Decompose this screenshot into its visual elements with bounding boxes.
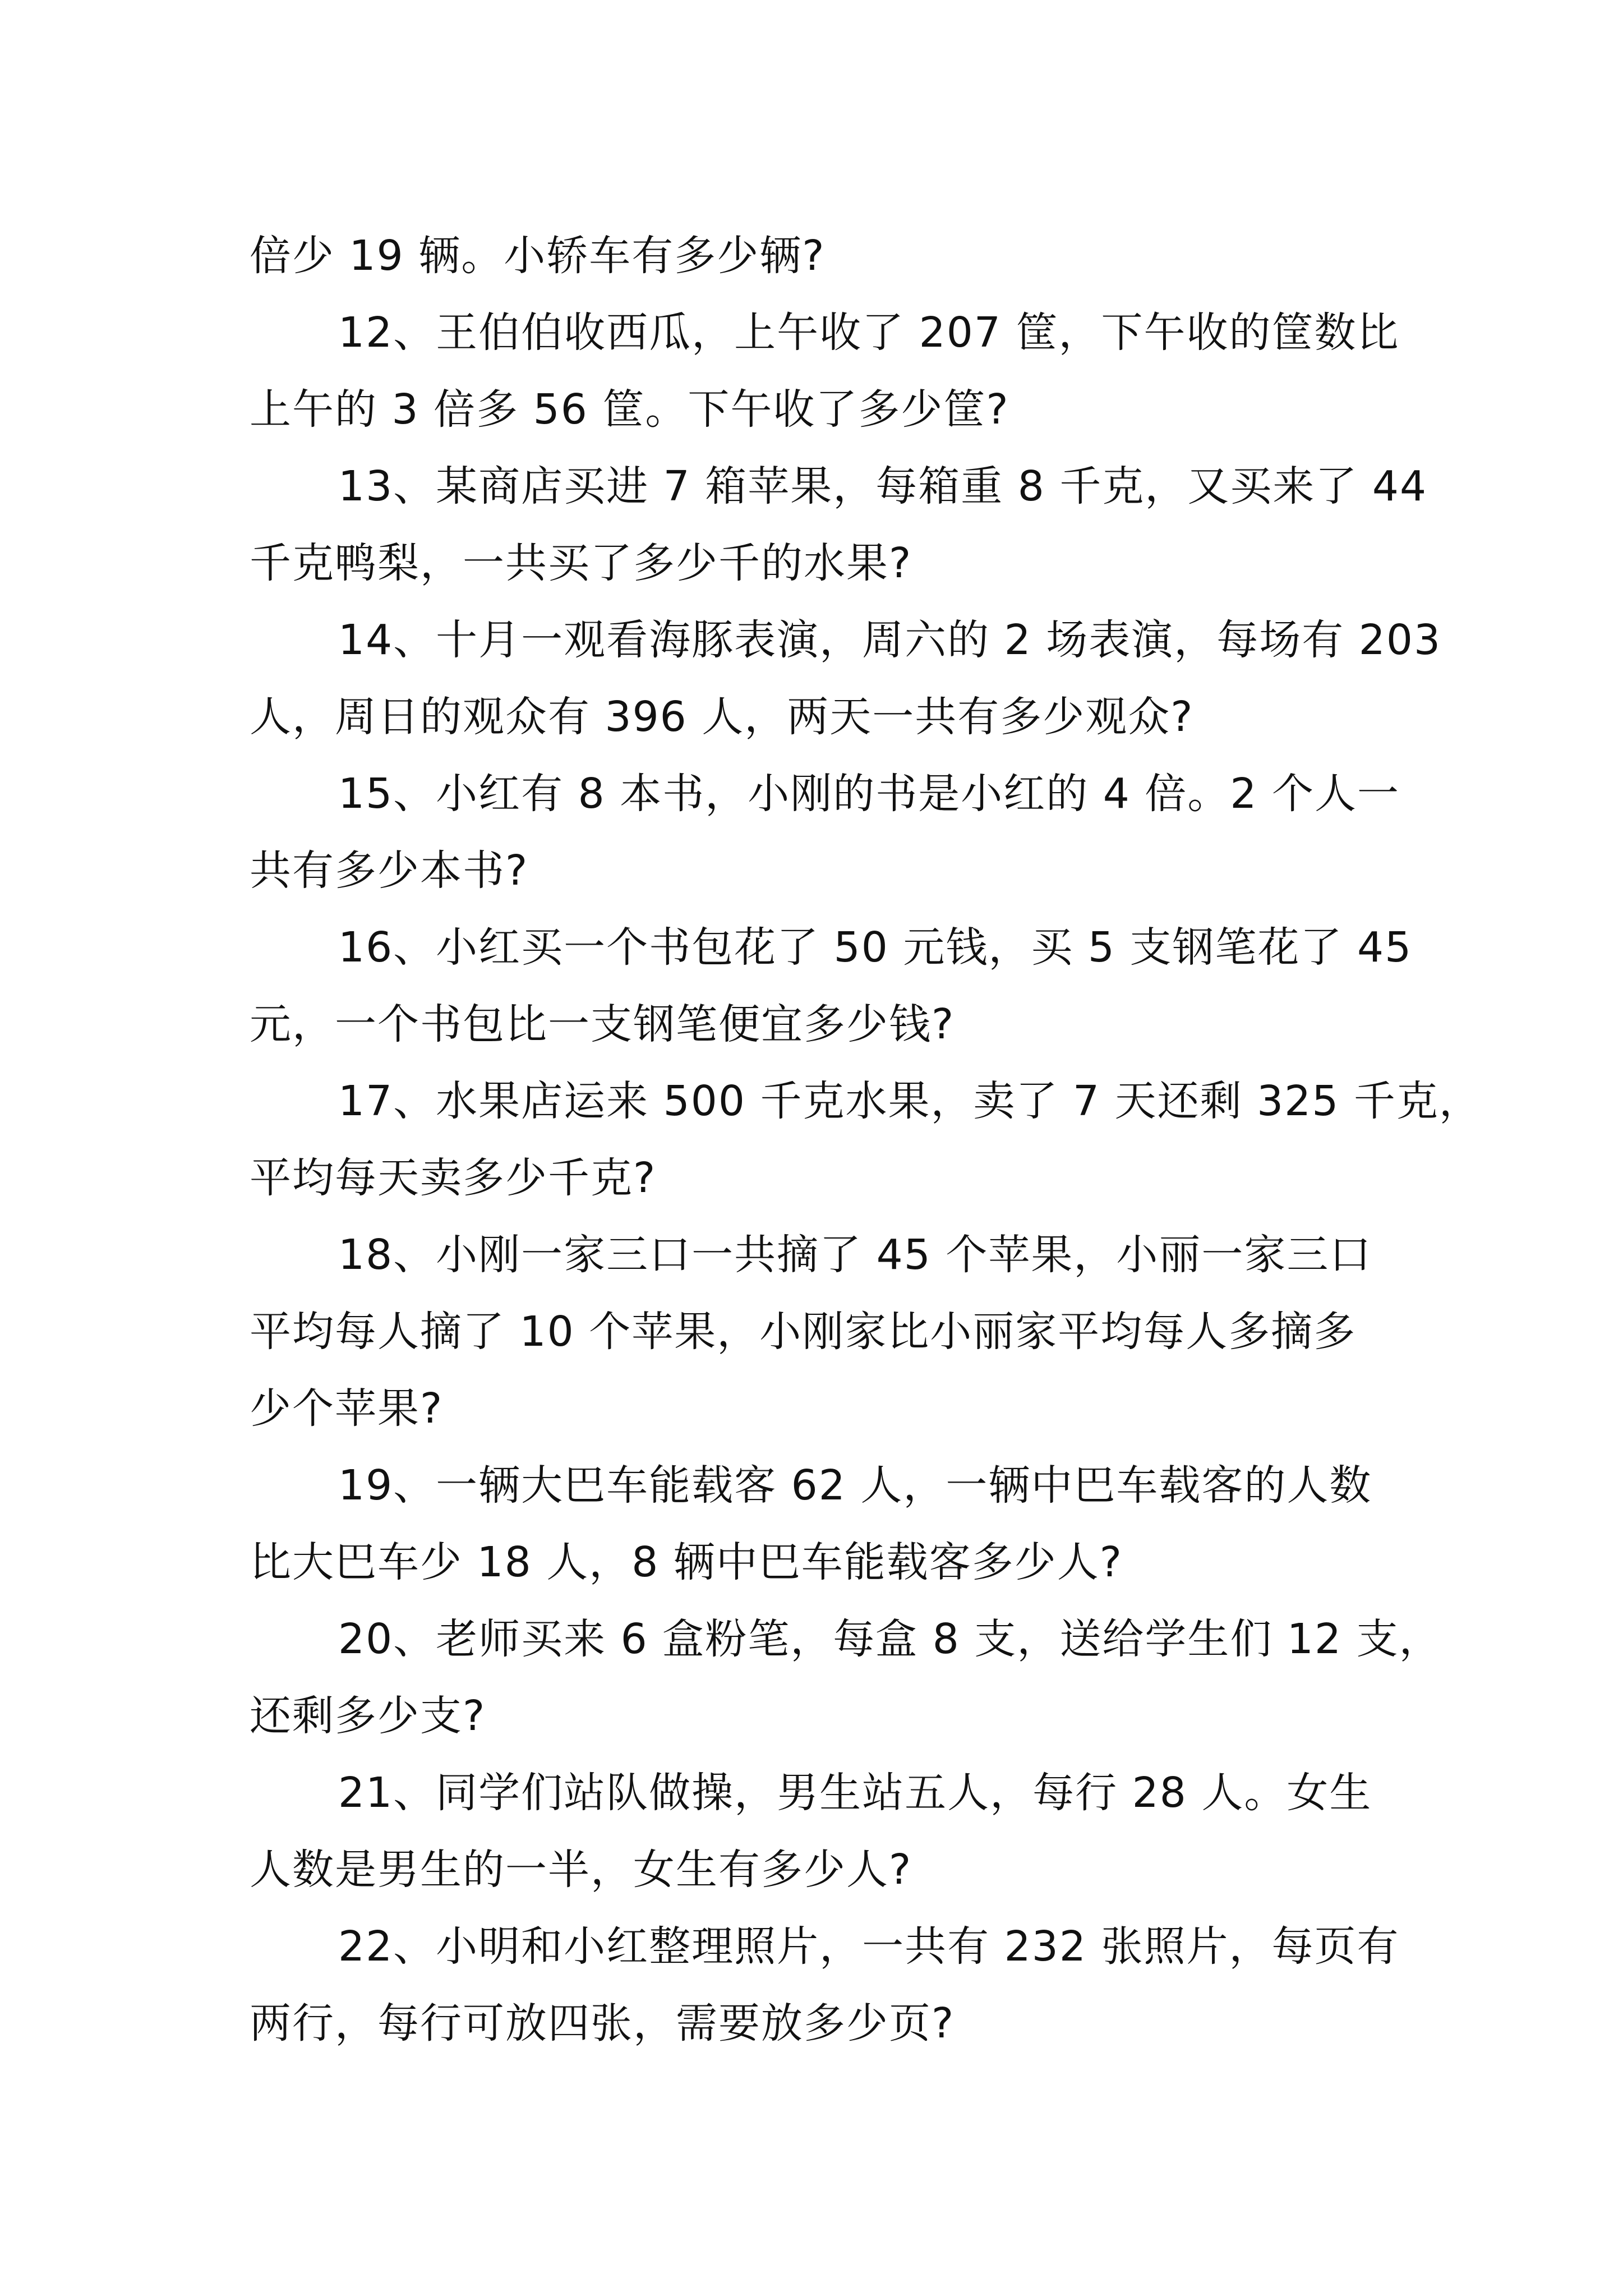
question-21-line-1: 21、同学们站队做操，男生站五人，每行 28 人。女生: [338, 1769, 1372, 1817]
question-16-line-1: 16、小红买一个书包花了 50 元钱，买 5 支钢笔花了 45: [338, 923, 1413, 972]
question-12-line-2: 上午的 3 倍多 56 筐。下午收了多少筐?: [250, 385, 1009, 434]
question-20-line-1: 20、老师买来 6 盒粉笔，每盒 8 支，送给学生们 12 支，: [338, 1615, 1442, 1663]
question-18-line-1: 18、小刚一家三口一共摘了 45 个苹果，小丽一家三口: [338, 1231, 1372, 1279]
question-14-line-1: 14、十月一观看海豚表演，周六的 2 场表演，每场有 203: [338, 616, 1442, 664]
question-18-line-2: 平均每人摘了 10 个苹果，小刚家比小丽家平均每人多摘多: [250, 1308, 1357, 1356]
question-15-line-1: 15、小红有 8 本书，小刚的书是小红的 4 倍。2 个人一: [338, 770, 1400, 818]
question-21-line-2: 人数是男生的一半，女生有多少人?: [250, 1846, 912, 1894]
question-20-line-2: 还剩多少支?: [250, 1692, 486, 1740]
question-22-line-1: 22、小明和小红整理照片，一共有 232 张照片，每页有: [338, 1922, 1400, 1971]
question-19-line-2: 比大巴车少 18 人，8 辆中巴车能载客多少人?: [250, 1538, 1123, 1586]
question-16-line-2: 元，一个书包比一支钢笔便宜多少钱?: [250, 1000, 955, 1048]
question-19-line-1: 19、一辆大巴车能载客 62 人，一辆中巴车载客的人数: [338, 1461, 1372, 1510]
text-line: 倍少 19 辆。小轿车有多少辆?: [250, 232, 826, 280]
question-12-line-1: 12、王伯伯收西瓜，上午收了 207 筐，下午收的筐数比: [338, 309, 1400, 357]
question-13-line-2: 千克鸭梨，一共买了多少千的水果?: [250, 539, 912, 587]
question-22-line-2: 两行，每行可放四张，需要放多少页?: [250, 1999, 955, 2047]
question-13-line-1: 13、某商店买进 7 箱苹果，每箱重 8 千克，又买来了 44: [338, 462, 1428, 510]
question-17-line-1: 17、水果店运来 500 千克水果，卖了 7 天还剩 325 千克，: [338, 1077, 1482, 1125]
question-18-line-3: 少个苹果?: [250, 1384, 444, 1433]
question-17-line-2: 平均每天卖多少千克?: [250, 1154, 657, 1202]
question-15-line-2: 共有多少本书?: [250, 846, 529, 895]
document-page: [250, 218, 1482, 2062]
question-14-line-2: 人，周日的观众有 396 人，两天一共有多少观众?: [250, 693, 1194, 741]
